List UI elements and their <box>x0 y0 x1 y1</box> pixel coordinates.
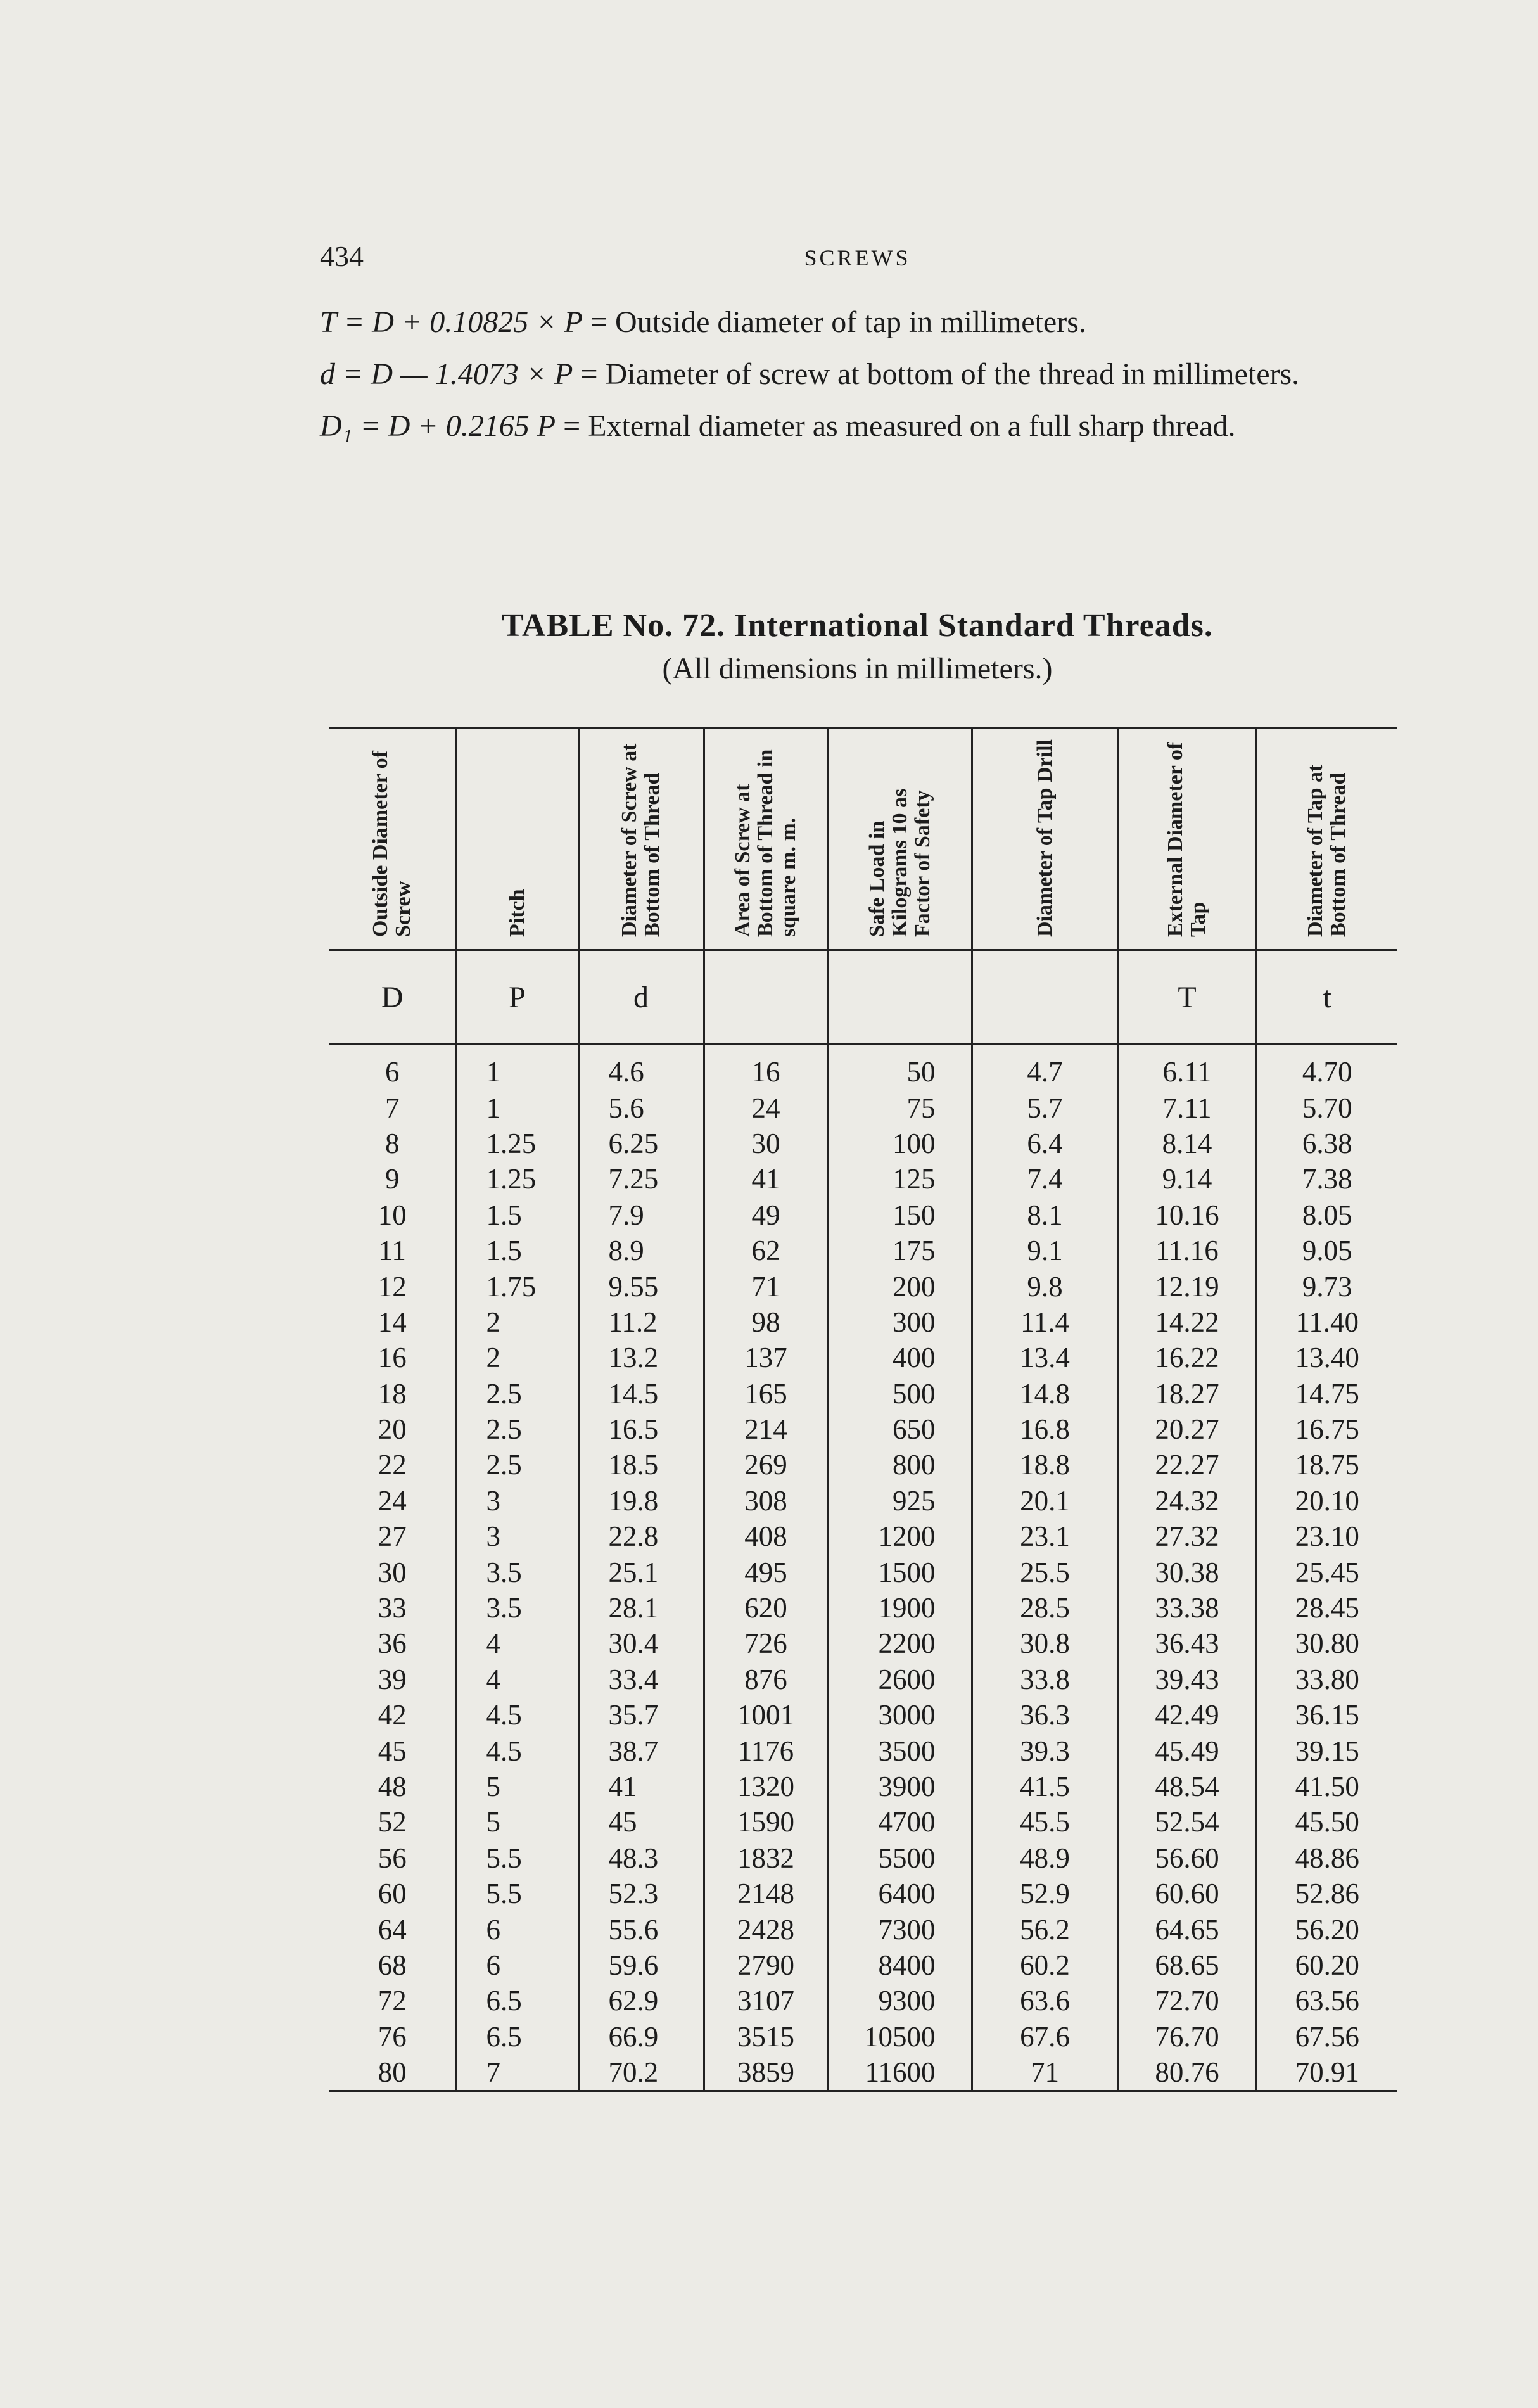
table-cell: 11.2 <box>578 1304 704 1340</box>
header-safe-load: Safe Load in Kilograms 10 as Factor of Safety <box>828 729 972 950</box>
table-row <box>329 1590 1397 1626</box>
table-body <box>329 1054 1397 2091</box>
table-cell: 68 <box>329 1947 456 1983</box>
table-cell: 22.8 <box>578 1519 704 1554</box>
table-cell: 20.10 <box>1295 1484 1359 1517</box>
table-cell: 18.27 <box>1118 1376 1256 1411</box>
table-cell: 33 <box>329 1590 456 1626</box>
table-cell: 2.5 <box>456 1376 578 1411</box>
table-cell: 4.7 <box>972 1054 1118 1090</box>
table-cell: 24 <box>329 1483 456 1519</box>
table-cell: 19.8 <box>578 1483 704 1519</box>
table-cell: 20 <box>329 1411 456 1447</box>
table-cell: 60.60 <box>1118 1876 1256 1911</box>
table-cell: 49 <box>704 1197 828 1233</box>
table-cell: 48.9 <box>972 1840 1118 1876</box>
table-cell: 62.9 <box>578 1983 704 2018</box>
table-row <box>329 1947 1397 1983</box>
table-cell: 36.15 <box>1295 1699 1359 1731</box>
table-cell: 7.38 <box>1302 1163 1352 1195</box>
table-cell: 2.5 <box>456 1447 578 1482</box>
table-cell: 925 <box>828 1483 972 1519</box>
table-cell: 13.40 <box>1295 1342 1359 1374</box>
table-cell: 2 <box>456 1340 578 1375</box>
formula-text: = Outside diameter of tap in millimeters. <box>582 305 1086 339</box>
symbol-cell <box>704 950 828 1045</box>
table-cell: 33.4 <box>578 1662 704 1697</box>
table-cell: 5.5 <box>456 1840 578 1876</box>
table-cell: 125 <box>828 1161 972 1197</box>
table-cell: 6.5 <box>456 2019 578 2054</box>
table-cell: 16.22 <box>1118 1340 1256 1375</box>
table-cell: 16.75 <box>1295 1413 1359 1446</box>
table-cell: 8.1 <box>972 1197 1118 1233</box>
table-cell: 400 <box>828 1340 972 1375</box>
table-cell: 48.86 <box>1295 1842 1359 1874</box>
table-cell: 63.56 <box>1295 1985 1359 2017</box>
table-cell: 39 <box>329 1662 456 1697</box>
formula-text: = External diameter as measured on a full sharp thread. <box>556 409 1236 443</box>
table-cell: 3859 <box>704 2054 828 2091</box>
formula-text: = Diameter of screw at bottom of the thread in millimeters. <box>573 357 1300 391</box>
table-cell: 60 <box>329 1876 456 1911</box>
table-cell: 16 <box>329 1340 456 1375</box>
table-cell: 7.25 <box>578 1161 704 1197</box>
table-cell: 72.70 <box>1118 1983 1256 2018</box>
table-cell: 66.9 <box>578 2019 704 2054</box>
table-cell: 308 <box>704 1483 828 1519</box>
table-cell: 36.43 <box>1118 1626 1256 1661</box>
table-cell: 22.27 <box>1118 1447 1256 1482</box>
table-cell: 30.4 <box>578 1626 704 1661</box>
table-cell: 6 <box>456 1947 578 1983</box>
table-row <box>329 1090 1397 1125</box>
table-cell: 80.76 <box>1118 2054 1256 2091</box>
table-cell: 12.19 <box>1118 1268 1256 1304</box>
table-cell: 3000 <box>828 1697 972 1733</box>
symbol-cell: D <box>329 950 456 1045</box>
table-cell: 10.16 <box>1118 1197 1256 1233</box>
table-cell: 41.50 <box>1295 1771 1359 1802</box>
table-cell: 41 <box>704 1161 828 1197</box>
table-cell: 5500 <box>828 1840 972 1876</box>
table-cell: 300 <box>828 1304 972 1340</box>
table-cell: 28.1 <box>578 1590 704 1626</box>
table-cell: 27.32 <box>1118 1519 1256 1554</box>
table-cell: 14.8 <box>972 1376 1118 1411</box>
table-cell: 55.6 <box>578 1911 704 1947</box>
table-row <box>329 1411 1397 1447</box>
table-cell: 11.40 <box>1295 1306 1359 1338</box>
table-cell: 72 <box>329 1983 456 2018</box>
table-cell: 52 <box>329 1804 456 1840</box>
table-cell: 30 <box>329 1554 456 1589</box>
table-row <box>329 1197 1397 1233</box>
table-cell: 1832 <box>704 1840 828 1876</box>
table-cell: 6.4 <box>972 1126 1118 1161</box>
table-cell: 9300 <box>828 1983 972 2018</box>
table-cell: 4.5 <box>456 1733 578 1768</box>
symbol-cell <box>972 950 1118 1045</box>
table-cell: 3.5 <box>456 1590 578 1626</box>
table-cell: 30.8 <box>972 1626 1118 1661</box>
table-row <box>329 1626 1397 1661</box>
table-cell: 1.75 <box>456 1268 578 1304</box>
table-cell: 1 <box>456 1054 578 1090</box>
table-cell: 38.7 <box>578 1733 704 1768</box>
table-cell: 39.43 <box>1118 1662 1256 1697</box>
formula-external-diameter <box>320 408 1395 445</box>
table-cell: 13.2 <box>578 1340 704 1375</box>
table-cell: 59.6 <box>578 1947 704 1983</box>
table-cell: 76 <box>329 2019 456 2054</box>
table-cell: 39.15 <box>1295 1735 1359 1767</box>
table-cell: 1 <box>456 1090 578 1125</box>
table-cell: 6.5 <box>456 1983 578 2018</box>
table-cell: 5.7 <box>972 1090 1118 1125</box>
header-root-area: Area of Screw at Bottom of Thread in square m. m. <box>704 729 828 950</box>
page-number: 434 <box>320 240 364 272</box>
table-row <box>329 1911 1397 1947</box>
table-cell: 68.65 <box>1118 1947 1256 1983</box>
table-cell: 4 <box>456 1626 578 1661</box>
table-cell: 620 <box>704 1590 828 1626</box>
table-cell: 71 <box>704 1268 828 1304</box>
table-cell: 20.1 <box>972 1483 1118 1519</box>
table-cell: 14.5 <box>578 1376 704 1411</box>
header-tap-root: Diameter of Tap at Bottom of Thread <box>1256 729 1397 950</box>
table-cell: 36 <box>329 1626 456 1661</box>
table-cell: 5 <box>456 1804 578 1840</box>
table-cell: 14.22 <box>1118 1304 1256 1340</box>
table-row <box>329 1304 1397 1340</box>
table-cell: 3900 <box>828 1769 972 1804</box>
symbol-cell: T <box>1118 950 1256 1045</box>
symbol-cell: d <box>578 950 704 1045</box>
table-row <box>329 1161 1397 1197</box>
table-cell: 3.5 <box>456 1554 578 1589</box>
table-row <box>329 2054 1397 2091</box>
formula-outside-diameter <box>320 304 1395 341</box>
table-row <box>329 1554 1397 1589</box>
table-cell: 9.05 <box>1302 1235 1352 1267</box>
symbol-cell: P <box>456 950 578 1045</box>
table-cell: 45.49 <box>1118 1733 1256 1768</box>
table-cell: 800 <box>828 1447 972 1482</box>
table-cell: 175 <box>828 1233 972 1268</box>
table-cell: 24 <box>704 1090 828 1125</box>
table-cell: 9.1 <box>972 1233 1118 1268</box>
table-cell: 9.14 <box>1118 1161 1256 1197</box>
table-cell: 45.50 <box>1295 1806 1359 1838</box>
table-cell: 6 <box>329 1054 456 1090</box>
table-cell: 23.10 <box>1295 1520 1359 1553</box>
table-cell: 5 <box>456 1769 578 1804</box>
table-row <box>329 1662 1397 1697</box>
table-row <box>329 1376 1397 1411</box>
table-cell: 41 <box>578 1769 704 1804</box>
table-row <box>329 1876 1397 1911</box>
page-header <box>320 239 1395 284</box>
table-cell: 650 <box>828 1411 972 1447</box>
formula-root-diameter <box>320 356 1395 393</box>
table-cell: 48.54 <box>1118 1769 1256 1804</box>
table-cell: 28.5 <box>972 1590 1118 1626</box>
formulas <box>320 304 1395 460</box>
table-cell: 33.8 <box>972 1662 1118 1697</box>
table-cell: 14 <box>329 1304 456 1340</box>
table-cell: 150 <box>828 1197 972 1233</box>
table-cell: 5.70 <box>1302 1092 1352 1124</box>
table-cell: 24.32 <box>1118 1483 1256 1519</box>
table-cell: 41.5 <box>972 1769 1118 1804</box>
table-cell: 876 <box>704 1662 828 1697</box>
table-row <box>329 1126 1397 1161</box>
table-cell: 7.4 <box>972 1161 1118 1197</box>
threads-table <box>329 727 1397 2092</box>
table-cell: 3500 <box>828 1733 972 1768</box>
table-cell: 6400 <box>828 1876 972 1911</box>
table-cell: 48 <box>329 1769 456 1804</box>
table-cell: 52.54 <box>1118 1804 1256 1840</box>
header-tap-external: External Diameter of Tap <box>1118 729 1256 950</box>
table-row <box>329 1983 1397 2018</box>
table-cell: 16.5 <box>578 1411 704 1447</box>
table-cell: 56.20 <box>1295 1913 1359 1946</box>
table-cell: 45.5 <box>972 1804 1118 1840</box>
table-cell: 500 <box>828 1376 972 1411</box>
table-cell: 25.45 <box>1295 1556 1359 1588</box>
formula-lhs: d = D — 1.4073 × P <box>320 357 573 391</box>
table-cell: 4.5 <box>456 1697 578 1733</box>
table-cell: 80 <box>329 2054 456 2091</box>
table-cell: 22 <box>329 1447 456 1482</box>
table-cell: 200 <box>828 1268 972 1304</box>
table-cell: 100 <box>828 1126 972 1161</box>
table-cell: 2600 <box>828 1662 972 1697</box>
table-row <box>329 1769 1397 1804</box>
table-cell: 70.91 <box>1256 2054 1397 2091</box>
table-cell: 8.14 <box>1118 1126 1256 1161</box>
table-cell: 30.80 <box>1295 1628 1359 1660</box>
table-cell: 13.4 <box>972 1340 1118 1375</box>
table-cell: 18.5 <box>578 1447 704 1482</box>
table-symbol-row <box>329 950 1397 1045</box>
table-cell: 33.80 <box>1295 1663 1359 1695</box>
table-cell: 7 <box>456 2054 578 2091</box>
table-cell: 165 <box>704 1376 828 1411</box>
header-outside-diameter: Outside Diameter of Screw <box>329 729 456 950</box>
table-cell: 1.25 <box>456 1126 578 1161</box>
table-cell: 60.2 <box>972 1947 1118 1983</box>
table-row <box>329 1233 1397 1268</box>
table-cell: 18.75 <box>1295 1449 1359 1481</box>
table-cell: 10500 <box>828 2019 972 2054</box>
table-cell: 67.6 <box>972 2019 1118 2054</box>
table-cell: 7.9 <box>578 1197 704 1233</box>
table-cell: 9.73 <box>1302 1270 1352 1303</box>
table-cell: 10 <box>329 1197 456 1233</box>
table-cell: 98 <box>704 1304 828 1340</box>
table-cell: 4700 <box>828 1804 972 1840</box>
table-cell: 60.20 <box>1295 1949 1359 1981</box>
table-cell: 1.25 <box>456 1161 578 1197</box>
table-row <box>329 1519 1397 1554</box>
table-cell: 30.38 <box>1118 1554 1256 1589</box>
table-cell: 408 <box>704 1519 828 1554</box>
table-cell: 64 <box>329 1911 456 1947</box>
table-cell: 62 <box>704 1233 828 1268</box>
table-row <box>329 1697 1397 1733</box>
table-cell: 495 <box>704 1554 828 1589</box>
table-cell: 2 <box>456 1304 578 1340</box>
table-cell: 52.86 <box>1295 1878 1359 1910</box>
table-cell: 2.5 <box>456 1411 578 1447</box>
table-cell: 7.11 <box>1118 1090 1256 1125</box>
table-cell: 3107 <box>704 1983 828 2018</box>
table-cell: 45 <box>329 1733 456 1768</box>
table-cell: 52.9 <box>972 1876 1118 1911</box>
table-cell: 1500 <box>828 1554 972 1589</box>
table-cell: 6 <box>456 1911 578 1947</box>
table-cell: 76.70 <box>1118 2019 1256 2054</box>
table-cell: 45 <box>578 1804 704 1840</box>
table-cell: 7 <box>329 1090 456 1125</box>
table-cell: 20.27 <box>1118 1411 1256 1447</box>
table-cell: 25.5 <box>972 1554 1118 1589</box>
table-cell: 30 <box>704 1126 828 1161</box>
table-cell: 11 <box>329 1233 456 1268</box>
table-cell: 75 <box>828 1090 972 1125</box>
table-cell: 25.1 <box>578 1554 704 1589</box>
table-cell: 39.3 <box>972 1733 1118 1768</box>
table-cell: 11600 <box>828 2054 972 2091</box>
table-cell: 1.5 <box>456 1233 578 1268</box>
table-cell: 52.3 <box>578 1876 704 1911</box>
table-cell: 23.1 <box>972 1519 1118 1554</box>
table-cell: 9.55 <box>578 1268 704 1304</box>
table-cell: 8 <box>329 1126 456 1161</box>
table-cell: 4 <box>456 1662 578 1697</box>
table-cell: 42.49 <box>1118 1697 1256 1733</box>
table-cell: 64.65 <box>1118 1911 1256 1947</box>
table-cell: 67.56 <box>1295 2020 1359 2053</box>
symbol-cell <box>828 950 972 1045</box>
table-cell: 4.70 <box>1302 1056 1352 1088</box>
table-cell: 8.05 <box>1302 1199 1352 1231</box>
table-cell: 16 <box>704 1054 828 1090</box>
table-spacer <box>329 1045 1397 1055</box>
table-row <box>329 1840 1397 1876</box>
table-row <box>329 1447 1397 1482</box>
table-cell: 269 <box>704 1447 828 1482</box>
table-cell: 6.38 <box>1302 1127 1352 1159</box>
table-cell: 7300 <box>828 1911 972 1947</box>
table-cell: 1001 <box>704 1697 828 1733</box>
table-cell: 2790 <box>704 1947 828 1983</box>
table-cell: 28.45 <box>1295 1592 1359 1624</box>
table-subtitle: (All dimensions in millimeters.) <box>662 652 1053 685</box>
table-cell: 56.2 <box>972 1911 1118 1947</box>
header-pitch: Pitch <box>456 729 578 950</box>
formula-lhs: T = D + 0.10825 × P <box>320 305 583 339</box>
table-cell: 1.5 <box>456 1197 578 1233</box>
table-title: TABLE No. 72. International Standard Threads. <box>502 608 1213 644</box>
table-cell: 9 <box>329 1161 456 1197</box>
table-cell: 18 <box>329 1376 456 1411</box>
symbol-cell: t <box>1256 950 1397 1045</box>
table-cell: 5.6 <box>578 1090 704 1125</box>
table-row <box>329 1268 1397 1304</box>
table-cell: 5.5 <box>456 1876 578 1911</box>
table-cell: 56 <box>329 1840 456 1876</box>
table-row <box>329 2019 1397 2054</box>
table-cell: 1900 <box>828 1590 972 1626</box>
table-cell: 71 <box>972 2054 1118 2091</box>
table-cell: 1200 <box>828 1519 972 1554</box>
table-cell: 42 <box>329 1697 456 1733</box>
table-cell: 56.60 <box>1118 1840 1256 1876</box>
table-row <box>329 1054 1397 1090</box>
table-cell: 137 <box>704 1340 828 1375</box>
table-cell: 48.3 <box>578 1840 704 1876</box>
table-cell: 2148 <box>704 1876 828 1911</box>
table-cell: 35.7 <box>578 1697 704 1733</box>
table-cell: 3 <box>456 1483 578 1519</box>
table-cell: 33.38 <box>1118 1590 1256 1626</box>
table-row <box>329 1804 1397 1840</box>
table-cell: 12 <box>329 1268 456 1304</box>
table-cell: 3 <box>456 1519 578 1554</box>
formula-lhs: D₁ = D + 0.2165 P <box>320 409 556 443</box>
table-cell: 1176 <box>704 1733 828 1768</box>
table-row <box>329 1340 1397 1375</box>
table-cell: 6.25 <box>578 1126 704 1161</box>
table-cell: 36.3 <box>972 1697 1118 1733</box>
table-cell: 2428 <box>704 1911 828 1947</box>
table-row <box>329 1733 1397 1768</box>
table-cell: 8.9 <box>578 1233 704 1268</box>
table-cell: 2200 <box>828 1626 972 1661</box>
table-cell: 4.6 <box>578 1054 704 1090</box>
running-head: SCREWS <box>804 245 911 271</box>
table-cell: 214 <box>704 1411 828 1447</box>
header-tap-drill: Diameter of Tap Drill <box>972 729 1118 950</box>
table-row <box>329 1483 1397 1519</box>
table-cell: 14.75 <box>1295 1377 1359 1410</box>
table-cell: 3515 <box>704 2019 828 2054</box>
table-cell: 27 <box>329 1519 456 1554</box>
table-cell: 726 <box>704 1626 828 1661</box>
table-cell: 1590 <box>704 1804 828 1840</box>
table-cell: 50 <box>828 1054 972 1090</box>
table-cell: 11.4 <box>972 1304 1118 1340</box>
table-cell: 11.16 <box>1118 1233 1256 1268</box>
table-cell: 63.6 <box>972 1983 1118 2018</box>
table-cell: 70.2 <box>578 2054 704 2091</box>
table-cell: 18.8 <box>972 1447 1118 1482</box>
header-root-diameter: Diameter of Screw at Bottom of Thread <box>578 729 704 950</box>
table-cell: 16.8 <box>972 1411 1118 1447</box>
table-cell: 6.11 <box>1118 1054 1256 1090</box>
table-cell: 9.8 <box>972 1268 1118 1304</box>
table-header-row <box>329 729 1397 950</box>
table-cell: 8400 <box>828 1947 972 1983</box>
table-cell: 1320 <box>704 1769 828 1804</box>
